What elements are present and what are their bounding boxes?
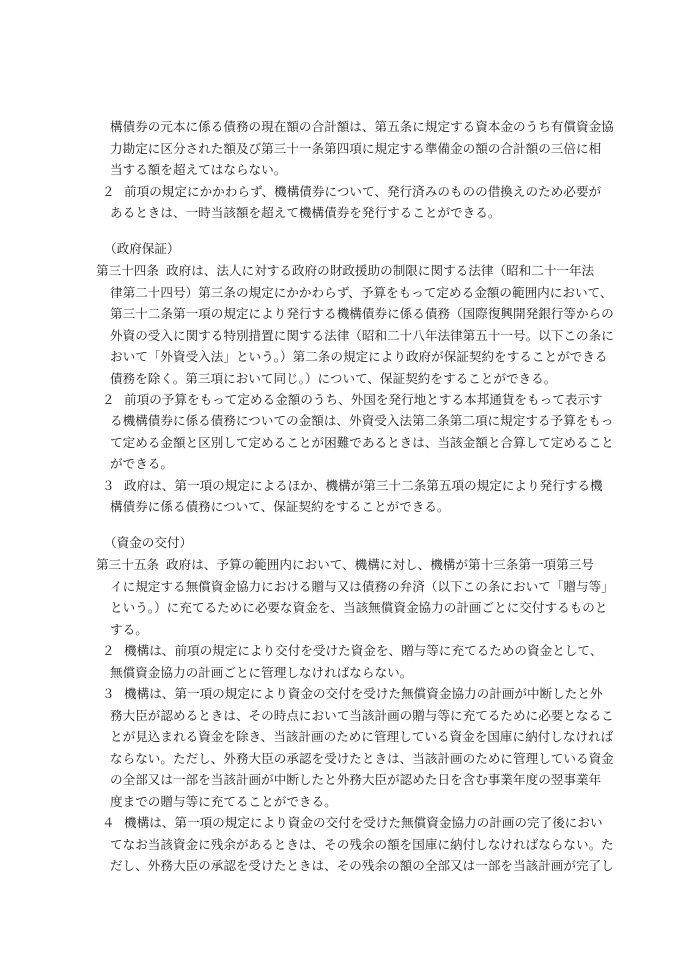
text-line: という。）に充てるために必要な資金を、当該無償資金協力の計画ごとに交付するものと — [110, 600, 608, 615]
text-line: ４ 機構は、第一項の規定により資金の交付を受けた無償資金協力の計画の完了後におい — [0, 812, 679, 834]
text-line: する。 — [110, 621, 148, 637]
text-line: 無償資金協力の計画ごとに管理しなければならない。 — [110, 664, 413, 680]
text-line: とが見込まれる資金を除き、当該計画のために管理している資金を国庫に納付しなければ — [110, 729, 614, 744]
text-line: 第三十四条 政府は、法人に対する政府の財政援助の制限に関する法律（昭和二十一年法 — [0, 260, 679, 282]
article-34-paragraph-2 — [0, 389, 679, 475]
text-line: 律第二十四号）第三条の規定にかかわらず、予算をもって定める金額の範囲内において、 — [110, 284, 613, 300]
text-line: ３ 機構は、第一項の規定により資金の交付を受けた無償資金協力の計画が中断したと外 — [0, 683, 679, 705]
text-line: ２ 前項の予算をもって定める金額のうち、外国を発行地とする本邦通貨をもって表示す — [0, 389, 679, 411]
text-line: イに規定する無償資金協力における贈与又は債務の弁済（以下この条において「贈与等」 — [110, 578, 614, 594]
article-caption: （資金の交付） — [104, 535, 193, 550]
text-line: 構債券に係る債務について、保証契約をすることができる。 — [110, 499, 450, 514]
text-line: の全部又は一部を当該計画が中断したと外務大臣が認めた日を含む事業年度の翌事業年 — [110, 772, 602, 787]
article-label: 第三十五条 — [96, 557, 159, 572]
text-line: 務大臣が認めるときは、その時点において当該計画の贈与等に充てるために必要となるこ — [110, 707, 614, 723]
article-caption: （政府保証） — [104, 241, 180, 256]
article-34 — [0, 260, 679, 389]
paragraph-number: ２ — [102, 643, 115, 658]
text-line: 債務を除く。第三項において同じ。）について、保証契約をすることができる。 — [110, 370, 557, 386]
text-line: ２ 機構は、前項の規定により交付を受けた資金を、贈与等に充てるための資金として、 — [0, 640, 679, 662]
text-line: る機構債券に係る債務についての金額は、外資受入法第二条第二項に規定する予算をもっ — [110, 413, 614, 428]
article-34-paragraph-3 — [0, 475, 679, 518]
paragraph-number: ２ — [102, 183, 115, 199]
paragraph-number: ３ — [102, 477, 115, 493]
text-line: 第三十二条第一項の規定により発行する機構債券に係る債務（国際復興開発銀行等からの — [110, 306, 614, 321]
text-line: 力勘定に区分された額及び第三十一条第四項に規定する準備金の額の合計額の三倍に相 — [110, 140, 602, 156]
text-line: てなお当該資金に残余があるときは、その残余の額を国庫に納付しなければならない。た — [110, 836, 614, 852]
article-35-paragraph-4 — [0, 812, 679, 877]
paragraph-number: ３ — [102, 686, 115, 701]
article-35-paragraph-2 — [0, 640, 679, 683]
text-line: て定める金額と区別して定めることが困難であるときは、当該金額と合算して定めること — [110, 434, 614, 450]
text-line: だし、外務大臣の承認を受けたときは、その残余の額の全部又は一部を当該計画が完了し — [110, 858, 614, 873]
text-line: 当する額を超えてはならない。 — [110, 162, 287, 177]
text-line: あるときは、一時当該額を超えて機構債券を発行することができる。 — [110, 205, 501, 220]
text-line: ３ 政府は、第一項の規定によるほか、機構が第三十二条第五項の規定により発行する機 — [0, 475, 679, 497]
text-line: 外資の受入に関する特別措置に関する法律（昭和二十八年法律第五十一号。以下この条に — [110, 327, 614, 343]
text-line: おいて「外資受入法」という。）第二条の規定により政府が保証契約をすることができる — [110, 349, 608, 364]
article-label: 第三十四条 — [96, 263, 159, 278]
text-line: ならない。ただし、外務大臣の承認を受けたときは、当該計画のために管理している資金 — [110, 750, 614, 766]
text-line: ができる。 — [110, 456, 173, 471]
text-line: 度までの贈与等に充てることができる。 — [110, 793, 337, 809]
paragraph-number: ４ — [102, 815, 115, 830]
paragraph-2 — [0, 181, 679, 224]
paragraph-number: ２ — [102, 391, 115, 407]
text-line: ２ 前項の規定にかかわらず、機構債券について、発行済みのものの借換えのため必要が — [0, 181, 679, 203]
article-35-paragraph-3 — [0, 683, 679, 812]
text-line: 第三十五条 政府は、予算の範囲内において、機構に対し、機構が第十三条第一項第三号 — [0, 554, 679, 576]
article-35 — [0, 554, 679, 640]
text-line: 構債券の元本に係る債務の現在額の合計額は、第五条に規定する資本金のうち有償資金協 — [110, 119, 614, 134]
paragraph-continuation — [0, 116, 679, 181]
